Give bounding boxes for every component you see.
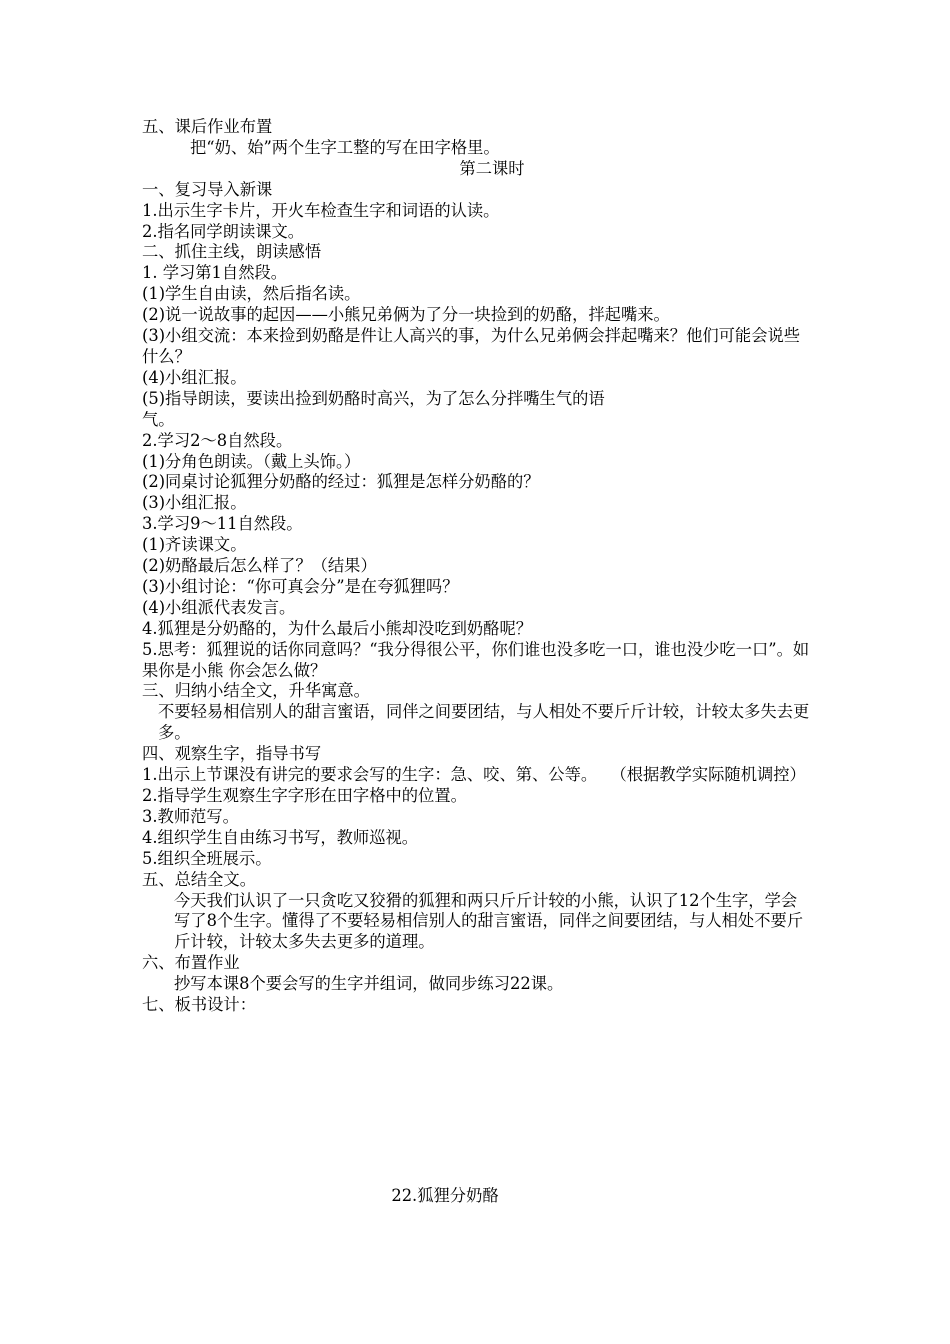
list-item: 3.学习9～11自然段。 xyxy=(142,514,303,534)
list-item: 5.组织全班展示。 xyxy=(142,848,272,868)
list-item: 4.组织学生自由练习书写，教师巡视。 xyxy=(142,827,419,847)
section-heading: 三、归纳小结全文，升华寓意。 xyxy=(142,681,370,701)
list-item: 1.出示生字卡片，开火车检查生字和词语的认读。 xyxy=(142,200,500,220)
board-design-title: 22.狐狸分奶酪 xyxy=(391,1186,499,1205)
list-item: (1)学生自由读，然后指名读。 xyxy=(142,284,361,304)
list-item: (3)小组讨论：“你可真会分”是在夸狐狸吗？ xyxy=(142,576,459,596)
section-heading: 六、布置作业 xyxy=(142,953,240,973)
section-heading: 一、复习导入新课 xyxy=(142,179,273,199)
list-item: 2.学习2～8自然段。 xyxy=(142,430,293,450)
list-item: 2.指名同学朗读课文。 xyxy=(142,221,305,241)
list-item: 1. 学习第1自然段。 xyxy=(142,263,288,283)
list-item: (1)齐读课文。 xyxy=(142,535,247,555)
section-heading: 五、总结全文。 xyxy=(142,869,256,889)
list-item: (3)小组交流：本来捡到奶酪是件让人高兴的事，为什么兄弟俩会拌起嘴来？他们可能会说些什么？ xyxy=(142,326,801,366)
paragraph: 不要轻易相信别人的甜言蜜语，同伴之间要团结，与人相处不要斤斤计较，计较太多失去更多。 xyxy=(158,702,810,743)
list-item: 5.思考：狐狸说的话你同意吗？“我分得很公平，你们谁也没多吃一口，谁也没少吃一口”。如果你是小熊 你会怎么做？ xyxy=(142,639,810,680)
lesson-title: 第二课时 xyxy=(459,158,525,178)
list-item: (4)小组汇报。 xyxy=(142,367,247,387)
list-item: (4)小组派代表发言。 xyxy=(142,597,296,617)
document-body xyxy=(142,117,812,1016)
list-item: (1)分角色朗读。（戴上头饰。） xyxy=(142,451,361,471)
list-item: (2)说一说故事的起因——小熊兄弟俩为了分一块捡到的奶酪，拌起嘴来。 xyxy=(142,305,670,325)
list-item: 1.出示上节课没有讲完的要求会写的生字：急、咬、第、公等。 （根据教学实际随机调控） xyxy=(142,765,806,785)
paragraph: 把“奶、始”两个生字工整的写在田字格里。 xyxy=(190,137,500,157)
section-heading: 五、课后作业布置 xyxy=(142,117,273,136)
paragraph: 今天我们认识了一只贪吃又狡猾的狐狸和两只斤斤计较的小熊，认识了12个生字，学会写了8个生字。懂得了不要轻易相信别人的甜言蜜语，同伴之间要团结，与人相处不要斤斤计较，计较太多失去更多的道理。 xyxy=(174,890,804,952)
list-item: 3.教师范写。 xyxy=(142,806,239,826)
paragraph: 抄写本课8个要会写的生字并组词，做同步练习22课。 xyxy=(174,974,564,994)
list-item: 2.指导学生观察生字字形在田字格中的位置。 xyxy=(142,786,467,805)
list-item: (5)指导朗读，要读出捡到奶酪时高兴，为了怎么分拌嘴生气的语 xyxy=(142,388,605,408)
list-item: 4.狐狸是分奶酪的，为什么最后小熊却没吃到奶酪呢？ xyxy=(142,618,533,638)
list-item: (2)奶酪最后怎么样了？（结果） xyxy=(142,556,377,576)
list-item: (2)同桌讨论狐狸分奶酪的经过：狐狸是怎样分奶酪的？ xyxy=(142,472,540,492)
section-heading: 四、观察生字，指导书写 xyxy=(142,744,322,764)
section-heading: 七、板书设计： xyxy=(142,995,256,1015)
list-item-continuation: 气。 xyxy=(142,409,175,429)
section-heading: 二、抓住主线，朗读感悟 xyxy=(142,242,322,262)
list-item: (3)小组汇报。 xyxy=(142,493,247,513)
